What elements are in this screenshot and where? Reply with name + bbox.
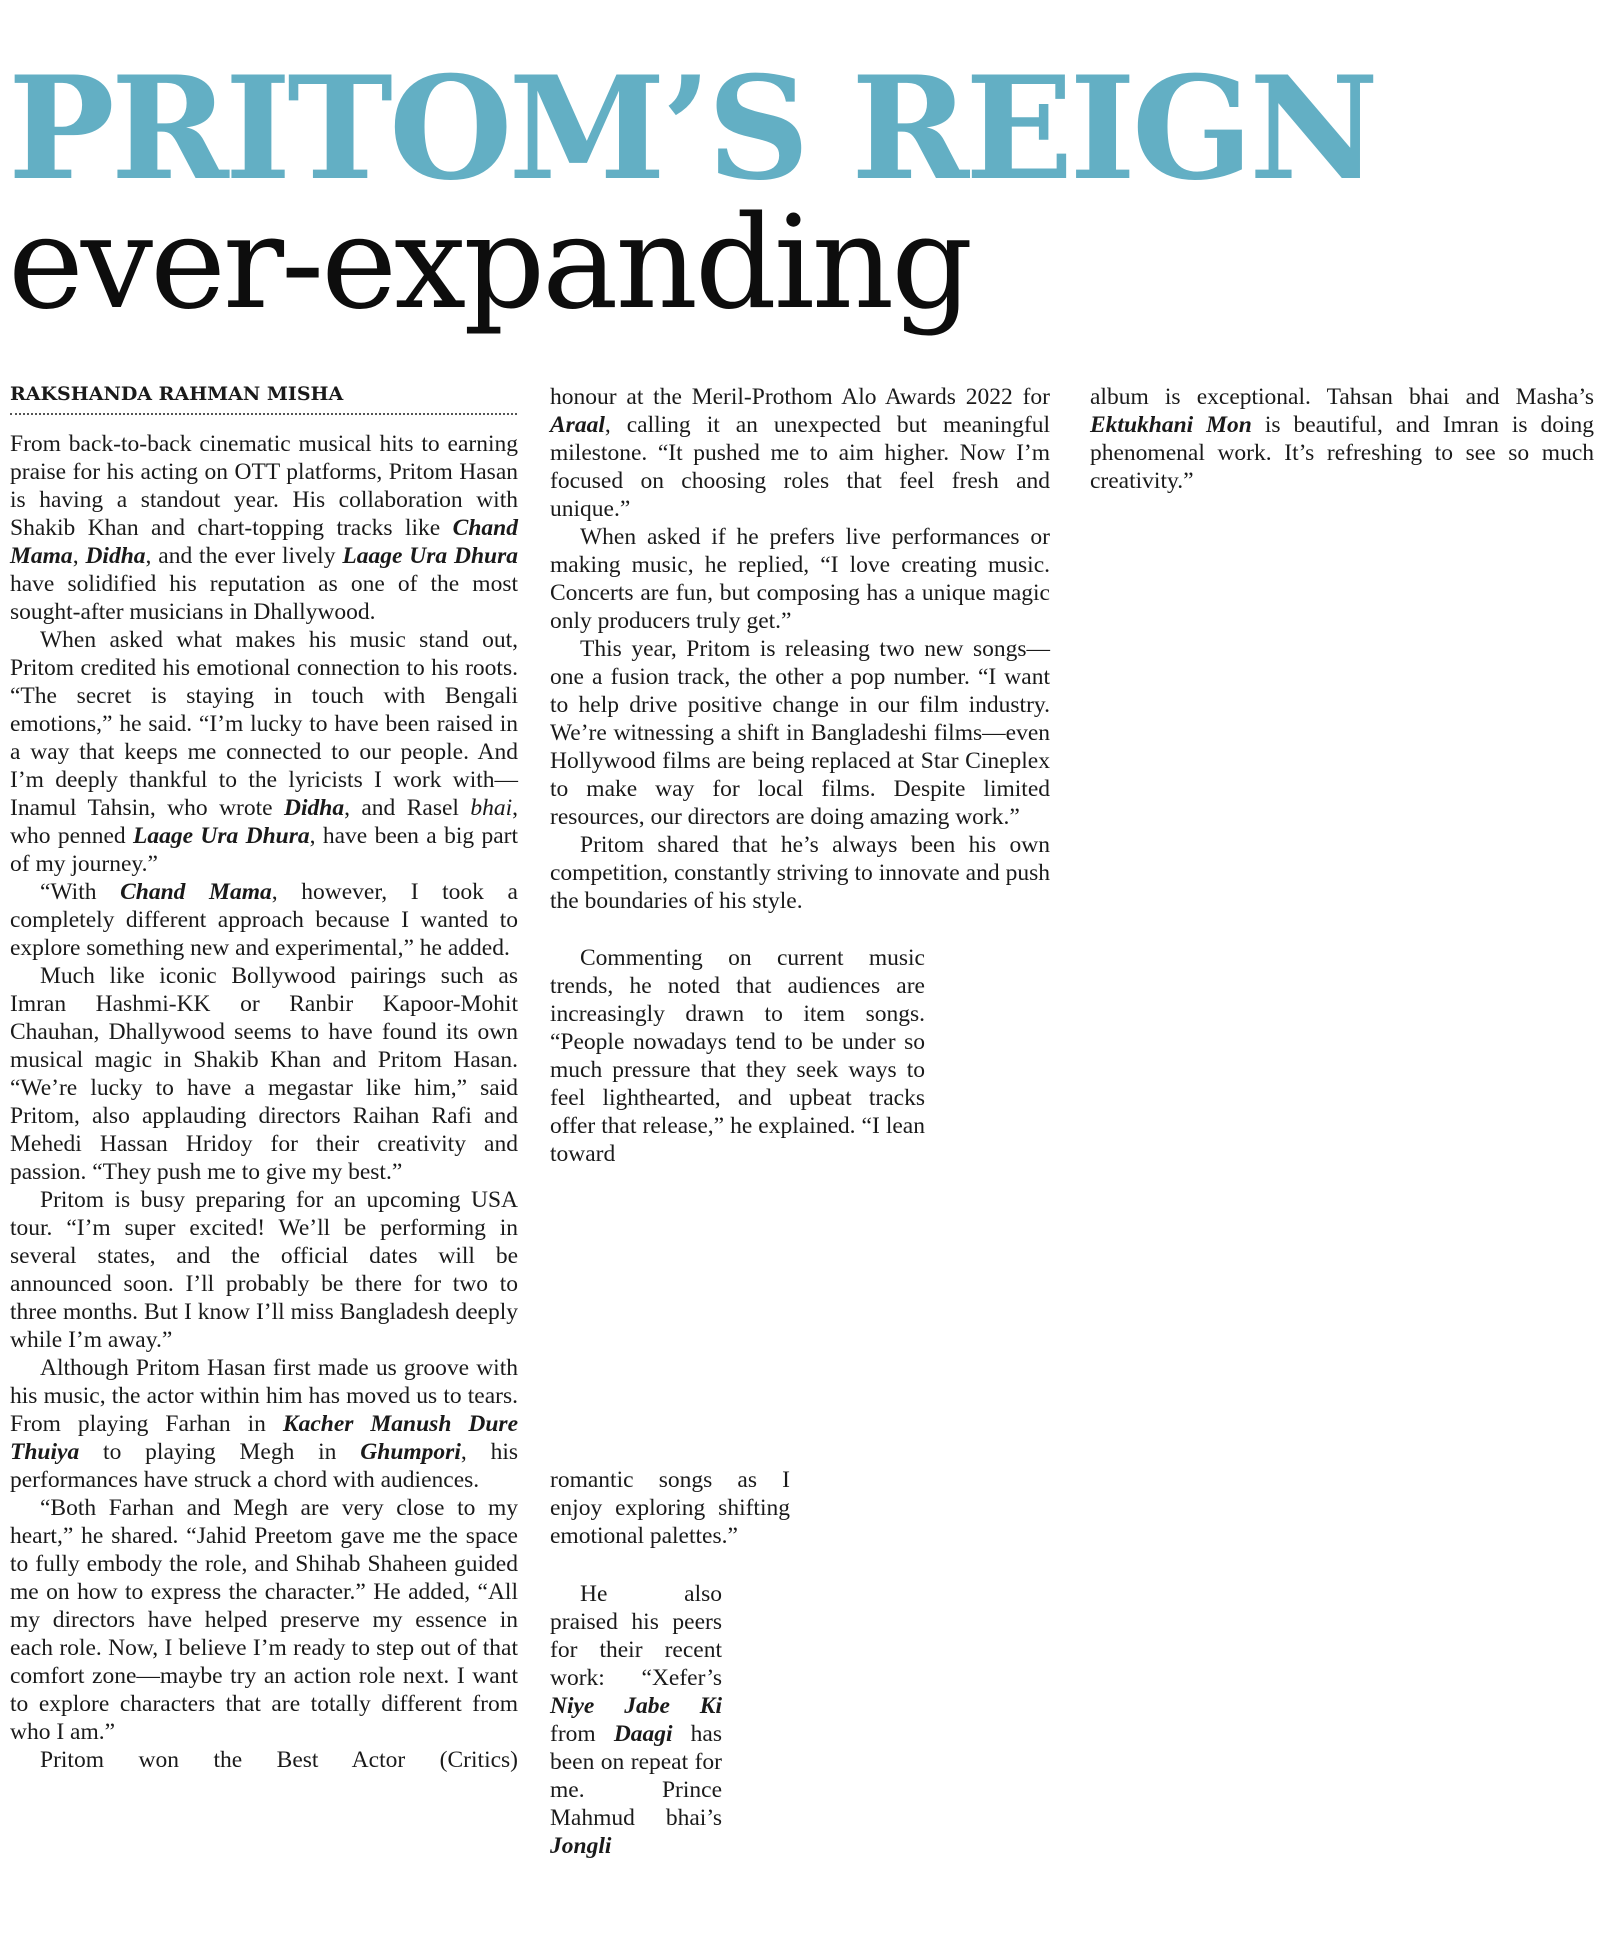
- headline: PRITOM’S REIGN: [8, 46, 1375, 212]
- subheadline: ever-expanding: [8, 189, 971, 338]
- paragraph: honour at the Meril-Prothom Alo Awards 2022 for Araal, calling it an unexpected but meaningful milestone. “It pushed me to aim higher. Now I’m focused on choosing roles that feel fresh and unique.”: [550, 384, 1050, 522]
- paragraph: When asked what makes his music stand out, Pritom credited his emotional connection to his roots. “The secret is staying in touch with Bengali emotions,” he said. “I’m lucky to have been raised in a way that keeps me connected to our people. And I’m deeply thankful to the lyricists I work with—Inamul Tahsin, who wrote Didha, and Rasel bhai, who penned Laage Ura Dhura, have been a big part of my journey.”: [10, 627, 519, 877]
- byline: RAKSHANDA RAHMAN MISHA: [10, 383, 517, 415]
- paragraph: This year, Pritom is releasing two new songs—one a fusion track, the other a pop number. “I want to help drive positive change in our film industry. We’re witnessing a shift in Bangladeshi films—even Hollywood films are being replaced at Star Cineplex to make way for local films. Despite limited resources, our directors are doing amazing work.”: [550, 636, 1050, 830]
- article-column-3: [1090, 383, 1594, 495]
- paragraph: Commenting on current music trends, he noted that audiences are increasingly drawn to item songs. “People nowadays tend to be under so much pressure that they seek ways to feel lighthearted, and upbeat tracks offer that release,” he explained. “I lean toward: [550, 945, 925, 1167]
- paragraph: He also praised his peers for their recent work: “Xefer’s Niye Jabe Ki from Daagi has been on repeat for me. Prince Mahmud bhai’s Jongli: [550, 1581, 723, 1859]
- article-column-1: [10, 430, 518, 1774]
- paragraph: “With Chand Mama, however, I took a completely different approach because I wanted to explore something new and experimental,” he added.: [10, 879, 518, 961]
- paragraph: romantic songs as I enjoy exploring shifting emotional palettes.”: [550, 1467, 790, 1549]
- article-column-2-bottom: [550, 1580, 722, 1860]
- paragraph: Pritom is busy preparing for an upcoming USA tour. “I’m super excited! We’ll be performing in several states, and the official dates will be announced soon. I’ll probably be there for two to three months. But I know I’ll miss Bangladesh deeply while I’m away.”: [10, 1187, 518, 1353]
- paragraph: When asked if he prefers live performances or making music, he replied, “I love creating music. Concerts are fun, but composing has a unique magic only producers truly get.”: [550, 524, 1050, 634]
- article-column-2: [550, 383, 1050, 915]
- article-column-2-wrap: [550, 944, 925, 1168]
- paragraph: Pritom won the Best Actor (Critics): [40, 1747, 518, 1773]
- paragraph: From back-to-back cinematic musical hits to earning praise for his acting on OTT platforms, Pritom Hasan is having a standout year. His collaboration with Shakib Khan and chart-topping tracks like Chand Mama, Didha, and the ever lively Laage Ura Dhura have solidified his reputation as one of the most sought-after musicians in Dhallywood.: [10, 431, 518, 625]
- paragraph: Much like iconic Bollywood pairings such as Imran Hashmi-KK or Ranbir Kapoor-Mohit Chauhan, Dhallywood seems to have found its own musical magic in Shakib Khan and Pritom Hasan. “We’re lucky to have a megastar like him,” said Pritom, also applauding directors Raihan Rafi and Mehedi Hassan Hridoy for their creativity and passion. “They push me to give my best.”: [10, 963, 518, 1185]
- paragraph: Although Pritom Hasan first made us groove with his music, the actor within him has moved us to tears. From playing Farhan in Kacher Manush Dure Thuiya to playing Megh in Ghumpori, his performances have struck a chord with audiences.: [10, 1355, 518, 1493]
- article-column-2-lower: [550, 1466, 790, 1550]
- paragraph: Pritom shared that he’s always been his own competition, constantly striving to innovate and push the boundaries of his style.: [550, 832, 1050, 914]
- paragraph: album is exceptional. Tahsan bhai and Masha’s Ektukhani Mon is beautiful, and Imran is doing phenomenal work. It’s refreshing to see so much creativity.”: [1090, 384, 1594, 494]
- paragraph: “Both Farhan and Megh are very close to my heart,” he shared. “Jahid Preetom gave me the space to fully embody the role, and Shihab Shaheen guided me on how to express the character.” He added, “All my directors have helped preserve my essence in each role. Now, I believe I’m ready to step out of that comfort zone—maybe try an action role next. I want to explore characters that are totally different from who I am.”: [10, 1495, 518, 1745]
